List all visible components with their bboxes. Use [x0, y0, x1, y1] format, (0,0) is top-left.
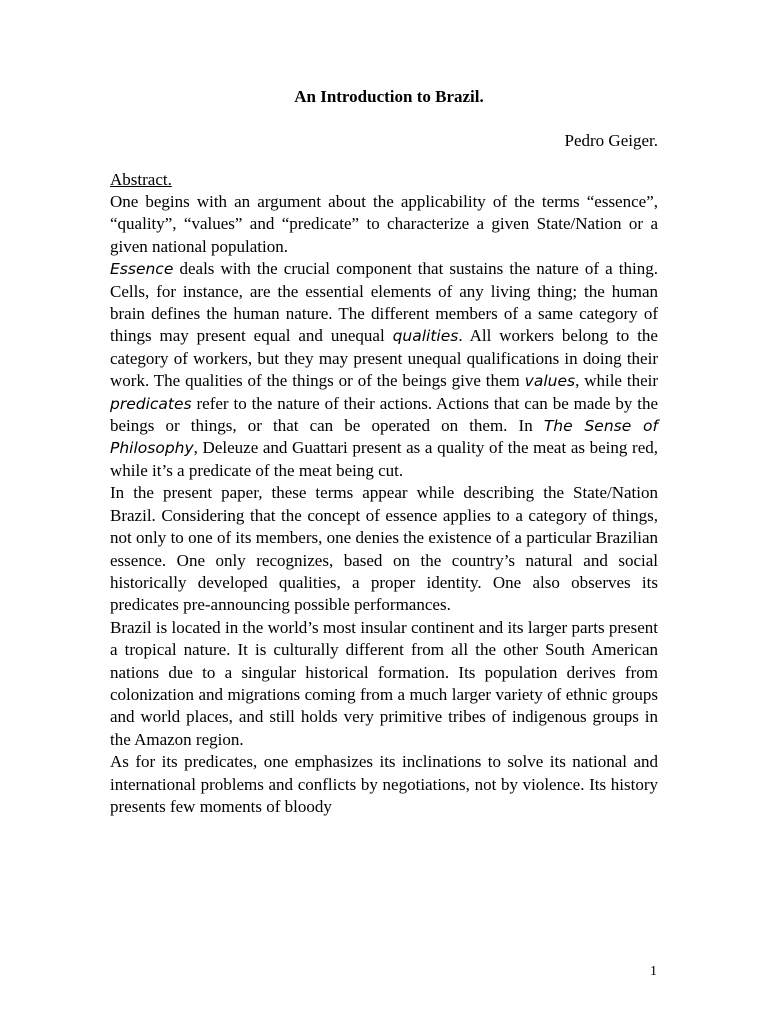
- paragraph-1: One begins with an argument about the applicability of the terms “essence”, “quality”, “values” and “predicate” to characterize a given State/Nation or a given national population.: [110, 192, 658, 256]
- document-title: An Introduction to Brazil.: [294, 87, 484, 106]
- document-page: [110, 86, 658, 818]
- paragraph-4: Brazil is located in the world’s most insular continent and its larger parts present a tropical nature. It is culturally different from all the other South American nations due to a singular historical formation. Its population derives from colonization and migrations coming from a much larger variety of ethnic groups and world places, and still holds very primitive tribes of indigenous groups in the Amazon region.: [110, 617, 658, 749]
- paragraph-2-text-1: deals with the crucial component that sustains the nature of a thing. Cells, for instance, are the essential elements of any living thing; the human brain defines the human nature. The different members of a same category of things may present equal and unequal: [110, 259, 658, 346]
- paragraph-2-text-3: , while their: [575, 371, 659, 391]
- paragraph-2-text-4: refer to the nature of their actions. Actions that can be made by the beings or things, or that can be operated on them. In: [110, 393, 658, 436]
- term-qualities: qualities: [392, 327, 459, 346]
- term-values: values: [524, 372, 576, 391]
- paragraph-2-text-2: . All workers belong to the category of workers, but they may present unequal qualifications in doing their work. The qualities of the things or of the beings give them: [110, 326, 658, 391]
- term-essence: Essence: [110, 260, 174, 279]
- paragraph-2: [110, 258, 658, 482]
- author-name: Pedro Geiger.: [564, 131, 658, 150]
- book-title: The Sense of Philosophy: [110, 417, 658, 458]
- paragraph-2-text-5: , Deleuze and Guattari present as a quality of the meat as being red, while it’s a predicate of the meat being cut.: [110, 438, 658, 480]
- paragraph-5: As for its predicates, one emphasizes its inclinations to solve its national and international problems and conflicts by negotiations, not by violence. Its history presents few moments of bloody: [110, 752, 658, 816]
- paragraph-3: In the present paper, these terms appear while describing the State/Nation Brazil. Considering that the concept of essence applies to a category of things, not only to one of its members, one denies the existence of a particular Brazilian essence. One only recognizes, based on the country’s natural and social historically developed qualities, a proper identity. One also observes its predicates pre-announcing possible performances.: [110, 483, 658, 615]
- term-predicates: predicates: [110, 394, 192, 413]
- abstract-heading: Abstract.: [110, 170, 172, 189]
- page-number: 1: [650, 964, 657, 979]
